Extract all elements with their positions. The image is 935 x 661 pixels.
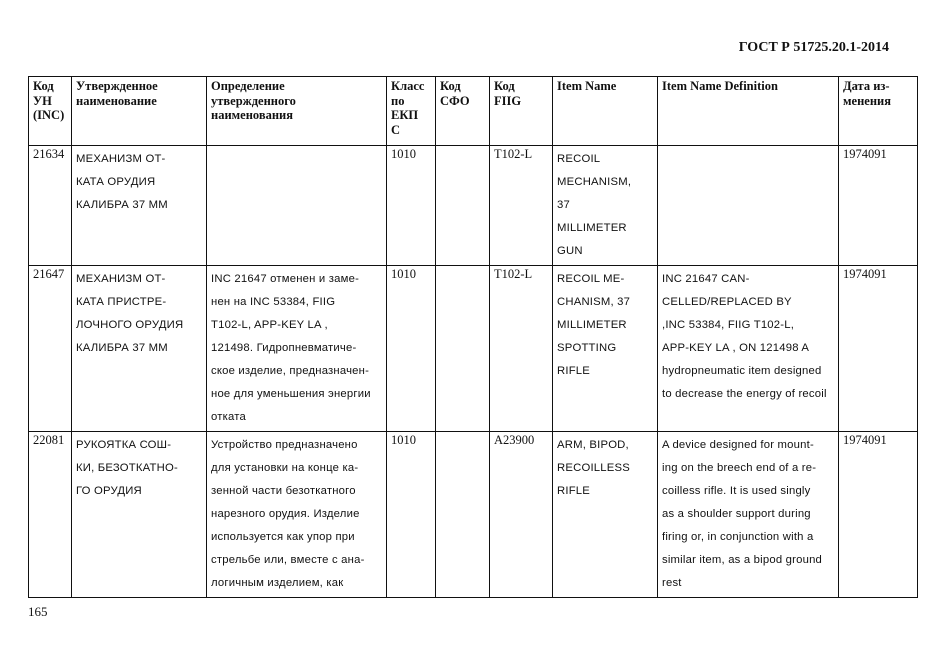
cell-line: APP-KEY LA , ON 121498 A: [662, 342, 810, 354]
cell-item-name-definition: [658, 266, 839, 432]
cell-line: КАТА ОРУДИЯ: [76, 176, 156, 188]
cell-line: ing on the breech end of a re-: [662, 462, 817, 474]
cell-fiig-code: [490, 146, 553, 266]
cell-sfo-code: [436, 266, 490, 432]
header-fiig-code: [490, 77, 553, 146]
header-definition: [207, 77, 387, 146]
table-header-row: [29, 77, 918, 146]
cell-approved-name: [72, 432, 207, 598]
cell-class: [387, 266, 436, 432]
page-number: 165: [28, 604, 48, 619]
header-line: Код: [440, 79, 461, 93]
header-line: Item Name: [557, 79, 617, 93]
cell-class: [387, 432, 436, 598]
header-line: Класс: [391, 79, 425, 93]
cell-line: RECOIL: [557, 153, 601, 165]
cell-definition: [207, 146, 387, 266]
cell-line: ГО ОРУДИЯ: [76, 485, 142, 497]
cell-line: 1010: [391, 433, 416, 447]
header-line: С: [391, 122, 401, 137]
cell-line: ЛОЧНОГО ОРУДИЯ: [76, 319, 184, 331]
cell-fiig-code: [490, 432, 553, 598]
header-line: FIIG: [494, 93, 522, 108]
cell-line: MILLIMETER: [557, 222, 627, 234]
cell-line: RIFLE: [557, 365, 591, 377]
table-row: [29, 146, 918, 266]
cell-item-name-definition: [658, 146, 839, 266]
cell-fiig-code: [490, 266, 553, 432]
nomenclature-table: [28, 76, 918, 598]
cell-line: используется как упор при: [211, 531, 355, 543]
header-sfo-code: [436, 77, 490, 146]
table-body: [29, 146, 918, 598]
cell-line: логичным изделием, как: [211, 577, 344, 589]
header-line: УН: [33, 93, 52, 108]
header-line: (INC): [33, 108, 65, 122]
header-class: [387, 77, 436, 146]
header-line: Определение: [211, 79, 285, 93]
cell-line: КАТА ПРИСТРЕ-: [76, 296, 167, 308]
cell-line: Устройство предназначено: [211, 439, 358, 451]
table-row: [29, 266, 918, 432]
cell-line: SPOTTING: [557, 342, 617, 354]
cell-line: РУКОЯТКА СОШ-: [76, 439, 172, 451]
header-line: Код: [33, 79, 54, 93]
cell-item-name: [553, 266, 658, 432]
header-line: Дата из-: [843, 79, 890, 93]
cell-line: для установки на конце ка-: [211, 462, 359, 474]
header-line: по: [391, 93, 405, 108]
cell-line: 21634: [33, 147, 65, 161]
cell-line: coilless rifle. It is used singly: [662, 485, 811, 497]
cell-line: 1974091: [843, 267, 887, 281]
cell-line: 22081: [33, 433, 65, 447]
cell-inc: [29, 266, 72, 432]
cell-line: INC 21647 отменен и заме-: [211, 273, 360, 285]
cell-line: КИ, БЕЗОТКАТНО-: [76, 462, 178, 474]
cell-inc: [29, 146, 72, 266]
cell-line: 1974091: [843, 147, 887, 161]
cell-line: as a shoulder support during: [662, 508, 811, 520]
cell-line: A device designed for mount-: [662, 439, 814, 451]
cell-item-name: [553, 146, 658, 266]
header-line: СФО: [440, 93, 470, 108]
cell-definition: [207, 266, 387, 432]
header-line: наименование: [76, 93, 157, 108]
table-row: [29, 432, 918, 598]
cell-line: T102-L: [494, 267, 533, 281]
cell-line: CELLED/REPLACED BY: [662, 296, 792, 308]
cell-line: 1010: [391, 147, 416, 161]
header-approved-name: [72, 77, 207, 146]
cell-line: 121498. Гидропневматиче-: [211, 342, 357, 354]
cell-inc: [29, 432, 72, 598]
cell-line: нарезного орудия. Изделие: [211, 508, 360, 520]
cell-approved-name: [72, 146, 207, 266]
cell-line: 1974091: [843, 433, 887, 447]
cell-sfo-code: [436, 432, 490, 598]
header-line: ЕКП: [391, 108, 419, 122]
cell-item-name: [553, 432, 658, 598]
cell-line: hydropneumatic item designed: [662, 365, 822, 377]
header-line: Код: [494, 79, 515, 93]
cell-line: МЕХАНИЗМ ОТ-: [76, 273, 166, 285]
cell-definition: [207, 432, 387, 598]
cell-line: INC 21647 CAN-: [662, 273, 750, 285]
cell-change-date: [839, 146, 918, 266]
cell-line: MILLIMETER: [557, 319, 627, 331]
cell-line: similar item, as a bipod ground: [662, 554, 823, 566]
cell-line: MECHANISM,: [557, 176, 632, 188]
cell-line: 37: [557, 199, 570, 211]
header-item-name: [553, 77, 658, 146]
document-standard-header: ГОСТ Р 51725.20.1-2014: [738, 40, 889, 55]
cell-line: стрельбе или, вместе с ана-: [211, 554, 365, 566]
header-line: наименования: [211, 108, 294, 122]
cell-line: КАЛИБРА 37 ММ: [76, 342, 168, 354]
cell-item-name-definition: [658, 432, 839, 598]
header-line: Утвержденное: [76, 79, 158, 93]
cell-line: RIFLE: [557, 485, 591, 497]
header-change-date: [839, 77, 918, 146]
cell-line: A23900: [494, 433, 535, 447]
cell-line: firing or, in conjunction with a: [662, 531, 814, 543]
header-line: Item Name Definition: [662, 79, 778, 93]
cell-line: ,INC 53384, FIIG T102-L,: [662, 319, 795, 331]
cell-line: GUN: [557, 245, 583, 257]
cell-line: 1010: [391, 267, 416, 281]
cell-line: T102-L: [494, 147, 533, 161]
header-inc: [29, 77, 72, 146]
cell-change-date: [839, 266, 918, 432]
cell-line: to decrease the energy of recoil: [662, 388, 827, 400]
cell-sfo-code: [436, 146, 490, 266]
cell-line: RECOIL ME-: [557, 273, 625, 285]
cell-class: [387, 146, 436, 266]
cell-line: ARM, BIPOD,: [557, 439, 629, 451]
cell-line: ное для уменьшения энергии: [211, 388, 371, 400]
cell-line: rest: [662, 577, 682, 589]
cell-approved-name: [72, 266, 207, 432]
cell-line: зенной части безоткатного: [211, 485, 356, 497]
cell-line: RECOILLESS: [557, 462, 630, 474]
header-line: менения: [843, 93, 891, 108]
cell-line: ское изделие, предназначен-: [211, 365, 370, 377]
cell-line: CHANISM, 37: [557, 296, 631, 308]
header-item-name-definition: [658, 77, 839, 146]
cell-line: T102-L, APP-KEY LA ,: [211, 319, 328, 331]
cell-change-date: [839, 432, 918, 598]
cell-line: КАЛИБРА 37 ММ: [76, 199, 168, 211]
cell-line: отката: [211, 411, 246, 423]
cell-line: 21647: [33, 267, 65, 281]
cell-line: нен на INC 53384, FIIG: [211, 296, 336, 308]
header-line: утвержденного: [211, 93, 296, 108]
cell-line: МЕХАНИЗМ ОТ-: [76, 153, 166, 165]
